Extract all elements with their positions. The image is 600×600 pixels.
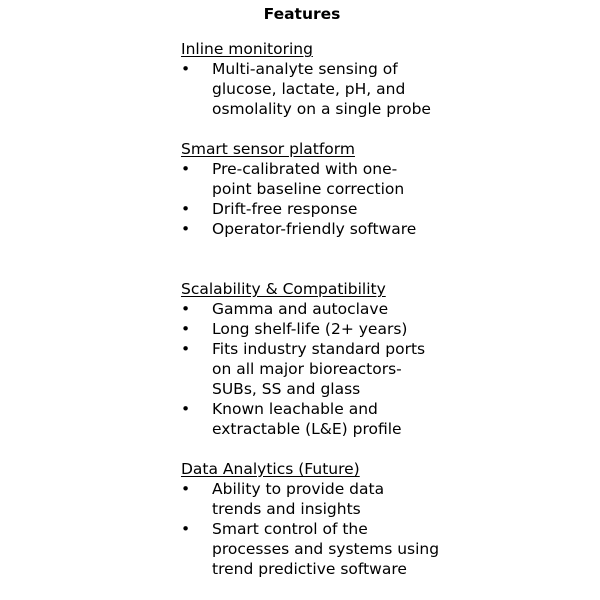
list-item-line: SUBs, SS and glass: [212, 380, 361, 398]
section-smart-sensor-platform: [181, 139, 591, 239]
list-item: [181, 299, 591, 319]
section-heading: Smart sensor platform: [181, 140, 355, 158]
bullet-icon: •: [181, 340, 191, 358]
list-item-line: osmolality on a single probe: [212, 100, 431, 118]
page-title: Features: [263, 5, 341, 23]
section-heading: Scalability & Compatibility: [181, 280, 386, 298]
bullet-icon: •: [181, 60, 191, 78]
list-item: [181, 399, 591, 439]
list-item: [181, 199, 591, 219]
features-content: [181, 39, 591, 579]
bullet-icon: •: [181, 400, 191, 418]
list-item-line: extractable (L&E) profile: [212, 420, 402, 438]
list-item: [181, 479, 591, 519]
list-item-line: glucose, lactate, pH, and: [212, 80, 406, 98]
list-item-line: Drift-free response: [212, 200, 358, 218]
list-item-line: trend predictive software: [212, 560, 407, 578]
list-item: [181, 339, 591, 399]
list-item: [181, 159, 591, 199]
list-item: [181, 319, 591, 339]
section-heading: Data Analytics (Future): [181, 460, 360, 478]
bullet-icon: •: [181, 220, 191, 238]
list-item-line: Known leachable and: [212, 400, 378, 418]
bullet-icon: •: [181, 480, 191, 498]
spacer: [181, 439, 591, 459]
list-item-line: Smart control of the: [212, 520, 368, 538]
list-item-line: Operator-friendly software: [212, 220, 417, 238]
list-item-line: Long shelf-life (2+ years): [212, 320, 408, 338]
list-item-line: Pre-calibrated with one-: [212, 160, 398, 178]
list-item: [181, 519, 591, 579]
list-item-line: Gamma and autoclave: [212, 300, 389, 318]
list-item-line: Ability to provide data: [212, 480, 385, 498]
bullet-list: [181, 479, 591, 579]
bullet-icon: •: [181, 300, 191, 318]
bullet-list: [181, 159, 591, 239]
list-item-line: processes and systems using: [212, 540, 440, 558]
spacer: [181, 119, 591, 139]
spacer: [181, 239, 591, 279]
list-item: [181, 59, 591, 119]
bullet-icon: •: [181, 320, 191, 338]
bullet-list: [181, 299, 591, 439]
section-inline-monitoring: [181, 39, 591, 119]
list-item-line: trends and insights: [212, 500, 361, 518]
section-data-analytics: [181, 459, 591, 579]
section-heading: Inline monitoring: [181, 40, 313, 58]
list-item: [181, 219, 591, 239]
list-item-line: on all major bioreactors-: [212, 360, 402, 378]
list-item-line: Fits industry standard ports: [212, 340, 426, 358]
bullet-icon: •: [181, 520, 191, 538]
bullet-icon: •: [181, 160, 191, 178]
list-item-line: point baseline correction: [212, 180, 405, 198]
bullet-icon: •: [181, 200, 191, 218]
list-item-line: Multi-analyte sensing of: [212, 60, 398, 78]
section-scalability-compatibility: [181, 279, 591, 439]
bullet-list: [181, 59, 591, 119]
